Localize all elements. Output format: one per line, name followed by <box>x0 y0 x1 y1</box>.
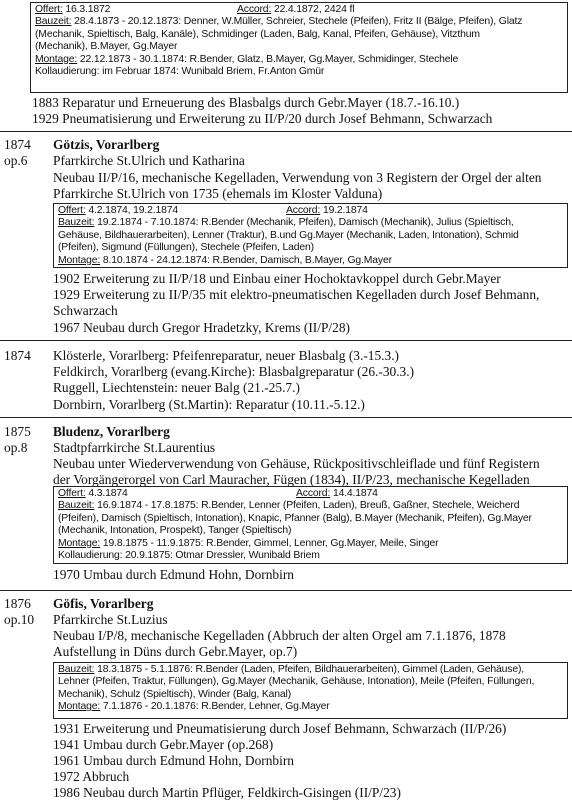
box-line: Bauzeit: 19.2.1874 - 7.10.1874: R.Bender (Mechanik, Pfeifen), Damisch (Mechanik), Julius (Spieltisch, <box>58 217 514 229</box>
box-line: Montage: 7.1.1876 - 20.1.1876: R.Bender, Lehner, Gg.Mayer <box>58 701 330 713</box>
box-line: Kollaudierung: 20.9.1875: Otmar Dressler, Wunibald Briem <box>58 550 320 562</box>
opus-number: op.6 <box>4 153 28 168</box>
accord-label: Accord: <box>286 205 321 216</box>
box-line: (Pfeifen), Sigmund (Füllungen), Stechele (Pfeifen, Laden) <box>58 242 314 254</box>
entry-year: 1875 <box>4 424 31 439</box>
history-line: 1961 Umbau durch Edmund Hohn, Dornbirn <box>53 753 294 768</box>
opus-number: op.8 <box>4 440 28 455</box>
description-line: Pfarrkirche St.Ulrich von 1735 (ehemals im Kloster Valduna) <box>53 186 383 201</box>
box-line: Kollaudierung: im Februar 1874: Wunibald Briem, Fr.Anton Gmür <box>35 66 325 78</box>
entry-year: 1874 <box>4 137 31 152</box>
box-line: (Mechanik, Spieltisch, Balg, Kanäle), Schmidinger (Laden, Balg, Kanal, Pfeifen, Gehäuse), Vitzthum <box>35 28 480 40</box>
box-line: (Mechanik, Intonation, Prospekt), Tanger (Spieltisch) <box>58 525 292 537</box>
church-name: Stadtpfarrkirche St.Laurentius <box>53 440 216 455</box>
offert-date: 4.3.1874 <box>88 488 128 499</box>
box-line: Bauzeit: 16.9.1874 - 17.8.1875: R.Bender, Lenner (Pfeifen, Laden), Breuß, Gaßner, Stechele, Weicherd <box>58 500 520 512</box>
description-line: Neubau unter Wiederverwendung von Gehäuse, Rückpositivschleiflade und fünf Registern <box>53 456 540 471</box>
offer-accord-row <box>58 205 563 217</box>
accord-label: Accord: <box>296 488 331 499</box>
description-line: der Vorgängerorgel von Carl Mauracher, Fügen (1834), II/P/23, mechanische Kegelladen <box>53 472 530 487</box>
history-line: 1986 Neubau durch Martin Pflüger, Feldkirch-Gisingen (II/P/23) <box>53 785 401 800</box>
box-line: Lehner (Pfeifen, Traktur, Füllungen), Gg.Mayer (Mechanik, Gehäuse, Intonation), Meile (Pfeifen, Füllungen, <box>58 676 535 688</box>
offer-accord-row <box>58 488 563 500</box>
entry-title: Götzis, Vorarlberg <box>53 137 160 152</box>
box-line: Montage: 22.12.1873 - 30.1.1874: R.Bender, Glatz, B.Mayer, Gg.Mayer, Schmidinger, Stechele <box>35 53 459 65</box>
history-line: 1929 Erweiterung zu II/P/35 mit elektro-pneumatischen Kegelladen durch Josef Behmann, <box>53 287 540 302</box>
box-line: Bauzeit: 18.3.1875 - 5.1.1876: R.Bender (Laden, Pfeifen, Bildhauerarbeiten), Gimmel (Laden, Gehäuse), <box>58 664 525 675</box>
accord-date: 19.2.1874 <box>322 205 368 216</box>
build-record-box-goetzis <box>53 203 568 268</box>
history-line: 1929 Pneumatisierung und Erweiterung zu II/P/20 durch Josef Behmann, Schwarzach <box>32 111 493 126</box>
offert-label: Offert: <box>35 4 63 15</box>
repair-line: Ruggell, Liechtenstein: neuer Balg (21.-25.7.) <box>53 380 300 395</box>
repair-line: Feldkirch, Vorarlberg (evang.Kirche): Blasbalgreparatur (26.-30.3.) <box>53 364 415 379</box>
box-line: (Pfeifen), Damisch (Spieltisch, Intonation), Knapic, Pfanner (Balg), B.Mayer (Mechanik, Pfeifen), Gg.Mayer <box>58 512 532 524</box>
box-line: Montage: 19.8.1875 - 11.9.1875: R.Bender, Gimmel, Lenner, Gg.Mayer, Meile, Singer <box>58 537 439 549</box>
history-line: 1967 Neubau durch Gregor Hradetzky, Krems (II/P/28) <box>53 320 350 335</box>
entry-title: Göfis, Vorarlberg <box>53 596 154 611</box>
entry-year: 1876 <box>4 596 31 611</box>
entry-title: Bludenz, Vorarlberg <box>53 424 170 439</box>
history-line: 1941 Umbau durch Gebr.Mayer (op.268) <box>53 737 274 752</box>
entry-year: 1874 <box>4 348 31 363</box>
box-line: Montage: 8.10.1874 - 24.12.1874: R.Bender, Damisch, B.Mayer, Gg.Mayer <box>58 254 392 266</box>
history-line: 1883 Reparatur und Erneuerung des Blasbalgs durch Gebr.Mayer (18.7.-16.10.) <box>32 95 460 110</box>
accord-label: Accord: <box>237 4 272 15</box>
accord-date: 14.4.1874 <box>332 488 378 499</box>
box-line: Mechanik), Schulz (Spieltisch), Winder (Balg, Kanal) <box>58 688 292 700</box>
box-line: (Mechanik), B.Mayer, Gg.Mayer <box>35 41 178 53</box>
section-divider <box>0 131 572 132</box>
offert-label: Offert: <box>58 205 86 216</box>
build-record-box-top <box>30 2 568 93</box>
church-name: Pfarrkirche St.Luzius <box>53 612 168 627</box>
history-line: 1970 Umbau durch Edmund Hohn, Dornbirn <box>53 567 294 582</box>
build-record-box-goefis <box>53 662 568 719</box>
history-line: Schwarzach <box>53 303 118 318</box>
description-line: Aufstellung in Düns durch Gebr.Mayer, op.7) <box>53 644 298 659</box>
description-line: Neubau II/P/16, mechanische Kegelladen, Verwendung von 3 Registern der Orgel der alten <box>53 170 542 185</box>
repair-line: Dornbirn, Vorarlberg (St.Martin): Reparatur (10.11.-5.12.) <box>53 397 365 412</box>
opus-number: op.10 <box>4 612 35 627</box>
section-divider <box>0 417 572 418</box>
history-line: 1972 Abbruch <box>53 769 130 784</box>
church-name: Pfarrkirche St.Ulrich und Katharina <box>53 153 245 168</box>
build-record-box-bludenz <box>53 486 568 564</box>
offert-label: Offert: <box>58 488 86 499</box>
box-line: Gehäuse, Bildhauerarbeiten), Lenner (Traktur), B.und Gg.Mayer (Mechanik, Laden, Intonation), Schmid <box>58 229 519 241</box>
history-line: 1902 Erweiterung zu II/P/18 und Einbau einer Hochoktavkoppel durch Gebr.Mayer <box>53 271 501 286</box>
section-divider <box>0 590 572 591</box>
offer-accord-row <box>35 4 563 16</box>
box-line: Bauzeit: 28.4.1873 - 20.12.1873: Denner, W.Müller, Schreier, Stechele (Pfeifen), Fritz II (Bälge, Pfeifen), Glatz <box>35 16 523 28</box>
section-divider <box>0 340 572 341</box>
offert-date: 4.2.1874, 19.2.1874 <box>88 205 178 216</box>
description-line: Neubau I/P/8, mechanische Kegelladen (Abbruch der alten Orgel am 7.1.1876, 1878 <box>53 628 506 643</box>
accord-date: 22.4.1872, 2424 fl <box>273 4 355 15</box>
offert-date: 16.3.1872 <box>65 4 111 15</box>
repair-line: Klösterle, Vorarlberg: Pfeifenreparatur, neuer Blasbalg (3.-15.3.) <box>53 348 400 363</box>
history-line: 1931 Erweiterung und Pneumatisierung durch Josef Behmann, Schwarzach (II/P/26) <box>53 721 507 736</box>
